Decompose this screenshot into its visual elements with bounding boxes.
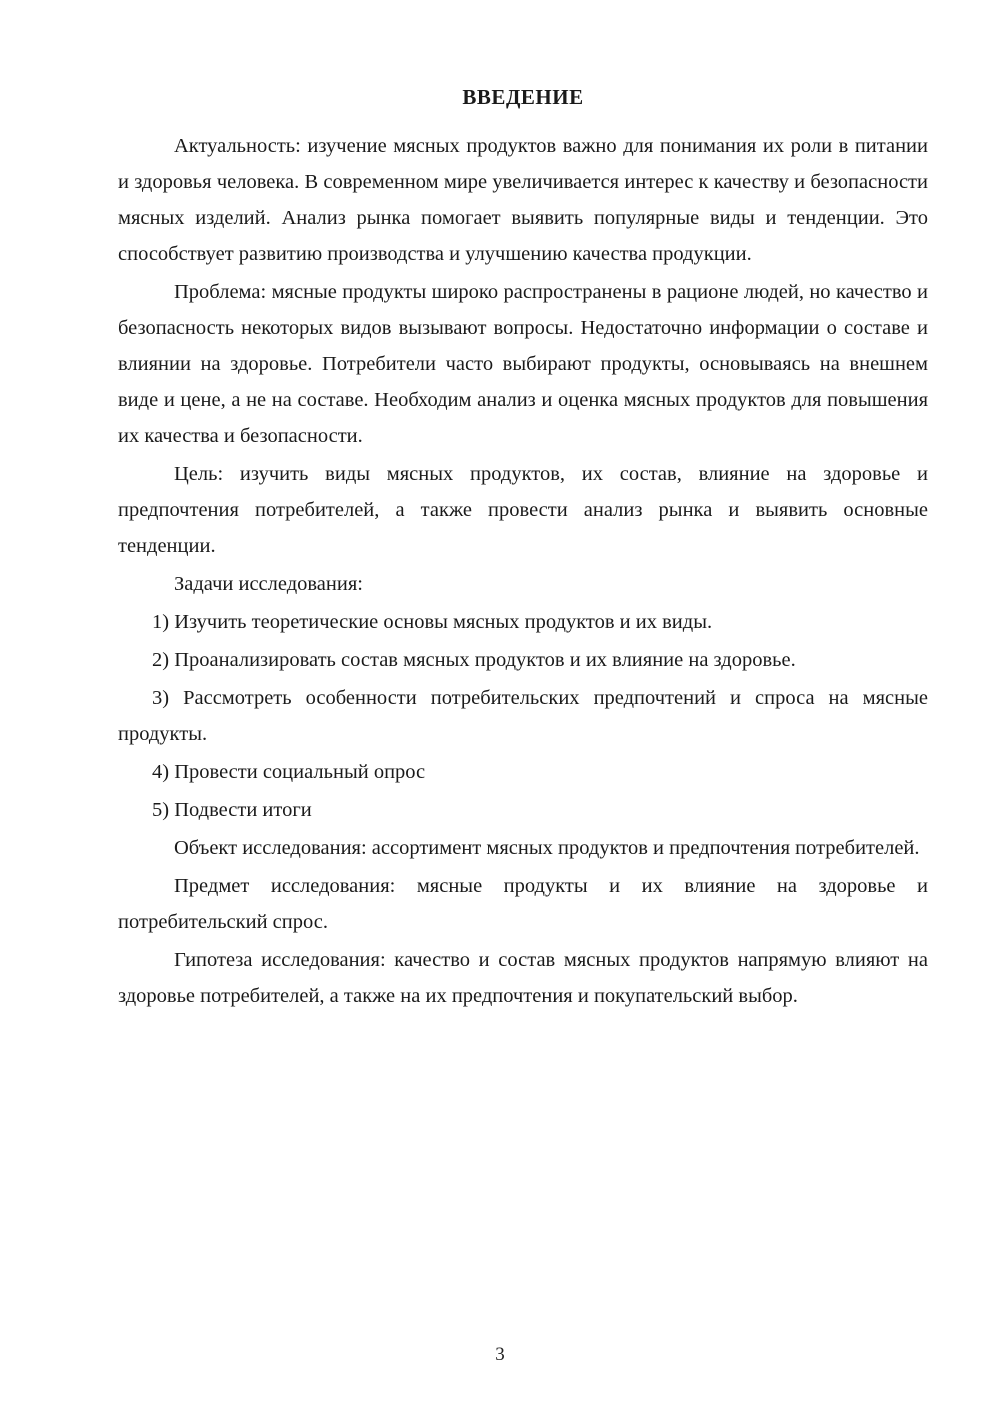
paragraph-problem: Проблема: мясные продукты широко распространены в рационе людей, но качество и безопасность некоторых видов вызывают вопросы. Недостаточно информации о составе и влиянии на здоровье. Потребители часто выбирают продукты, основываясь на внешнем виде и цене, а не на составе. Необходим анализ и оценка мясных продуктов для повышения их качества и безопасности. [118,281,928,447]
paragraph-hypothesis: Гипотеза исследования: качество и состав мясных продуктов напрямую влияют на здоровье потребителей, а также на их предпочтения и покупательский выбор. [118,949,928,1007]
paragraph-relevance: Актуальность: изучение мясных продуктов важно для понимания их роли в питании и здоровья человека. В современном мире увеличивается интерес к качеству и безопасности мясных изделий. Анализ рынка помогает выявить популярные виды и тенденции. Это способствует развитию производства и улучшению качества продукции. [118,135,928,265]
page-number: 3 [495,1344,505,1365]
list-item-task-5: 5) Подвести итоги [152,799,312,821]
paragraph-tasks-heading: Задачи исследования: [174,573,363,595]
paragraph-object: Объект исследования: ассортимент мясных продуктов и предпочтения потребителей. [174,837,920,859]
list-item-task-2: 2) Проанализировать состав мясных продуктов и их влияние на здоровье. [152,649,796,671]
list-item-task-4: 4) Провести социальный опрос [152,761,426,783]
list-item-task-3: 3) Рассмотреть особенности потребительских предпочтений и спроса на мясные продукты. [118,687,928,745]
paragraph-subject: Предмет исследования: мясные продукты и их влияние на здоровье и потребительский спрос. [118,875,928,933]
page-title: ВВЕДЕНИЕ [462,85,584,109]
list-item-task-1: 1) Изучить теоретические основы мясных продуктов и их виды. [152,611,713,633]
paragraph-goal: Цель: изучить виды мясных продуктов, их состав, влияние на здоровье и предпочтения потребителей, а также провести анализ рынка и выявить основные тенденции. [118,463,928,557]
